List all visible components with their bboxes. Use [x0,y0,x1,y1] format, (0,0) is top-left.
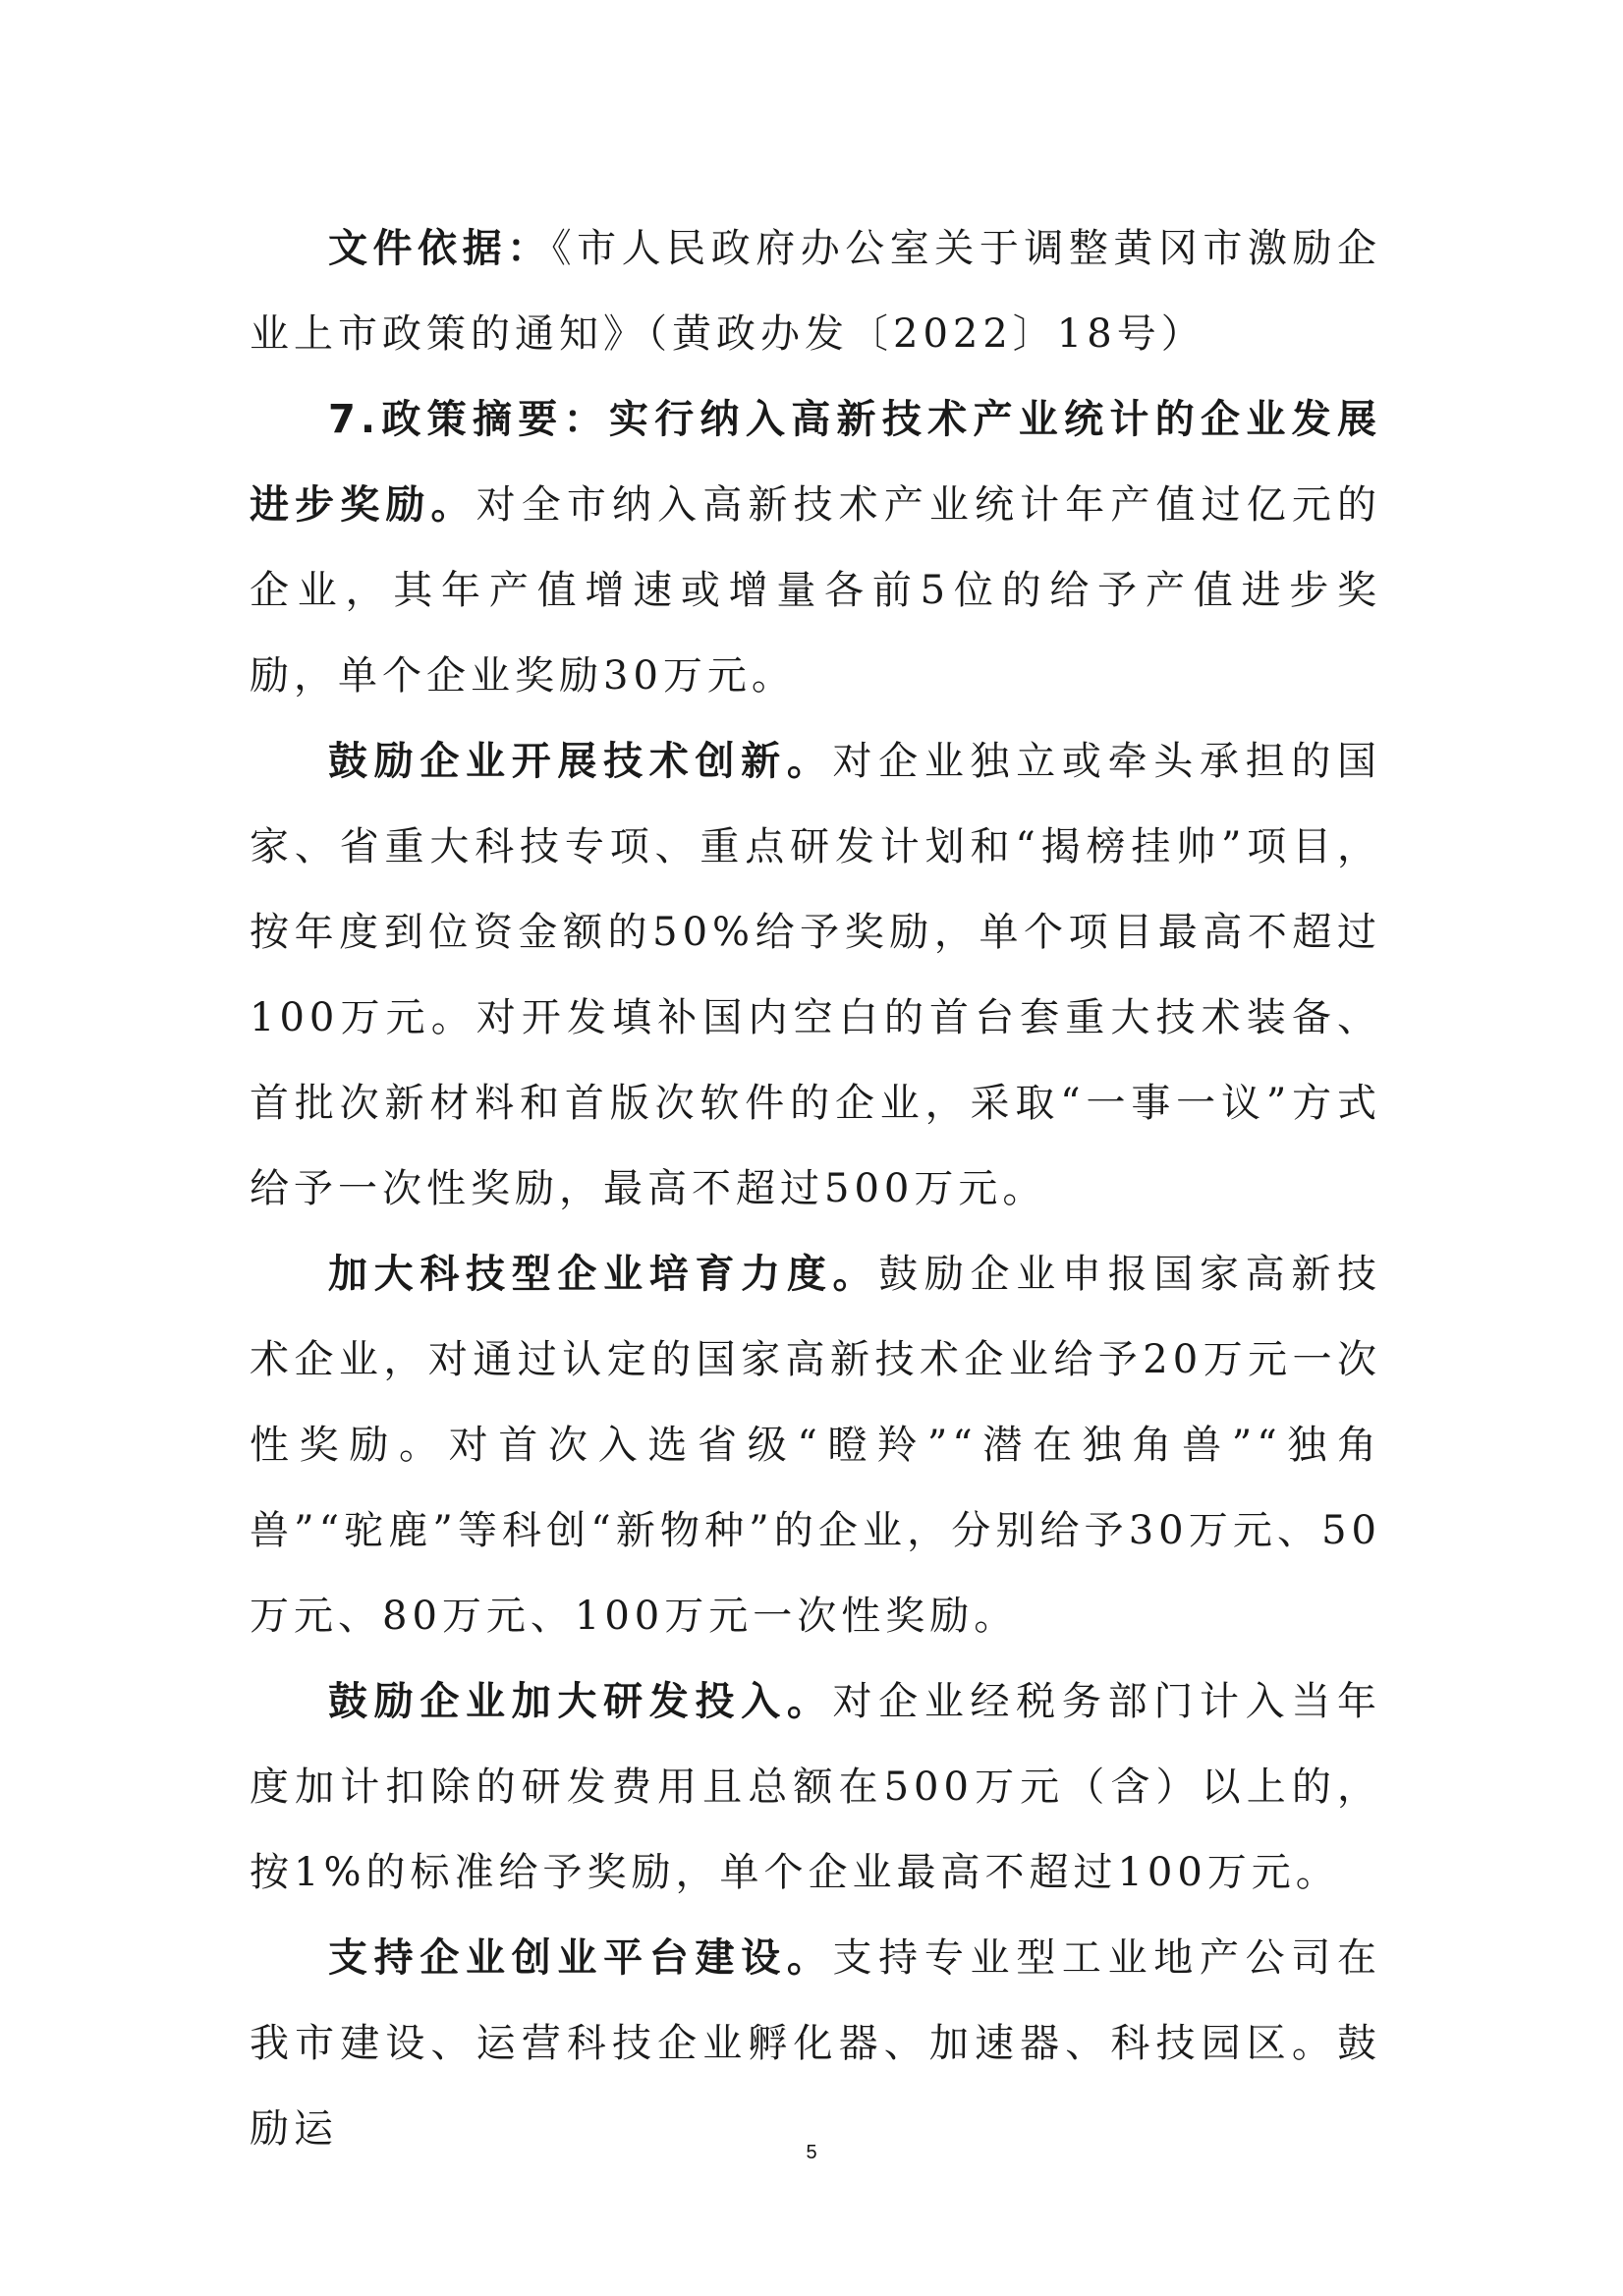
paragraph-lead: 鼓励企业加大研发投入。 [328,1679,833,1724]
paragraph-file-basis [250,206,1381,377]
paragraph-tech-innovation [250,719,1381,1232]
page-number: 5 [806,2142,817,2163]
paragraph-text: 《市人民政府办公室关于调整黄冈市激励企业上市政策的通知》（黄政办发〔2022〕18号） [250,226,1382,357]
paragraph-text: 鼓励企业申报国家高新技术企业，对通过认定的国家高新技术企业给予20万元一次性奖励。对首次入选省级“瞪羚”“潜在独角兽”“独角兽”“驼鹿”等科创“新物种”的企业，分别给予30万元、50万元、80万元、100万元一次性奖励。 [250,1252,1382,1639]
paragraph-lead: 鼓励企业开展技术创新。 [328,739,833,784]
paragraph-platform-construction [250,1916,1381,2172]
paragraph-text: 对全市纳入高新技术产业统计年产值过亿元的企业，其年产值增速或增量各前5位的给予产值进步奖励，单个企业奖励30万元。 [250,482,1381,699]
paragraph-lead: 支持企业创业平台建设。 [328,1935,833,1981]
paragraph-text: 对企业独立或牵头承担的国家、省重大科技专项、重点研发计划和“揭榜挂帅”项目，按年度到位资金额的50%给予奖励，单个项目最高不超过100万元。对开发填补国内空白的首台套重大技术装备、首批次新材料和首版次软件的企业，采取“一事一议”方式给予一次性奖励，最高不超过500万元。 [250,739,1381,1211]
paragraph-lead: 文件依据： [328,226,552,271]
paragraph-text: 支持专业型工业地产公司在我市建设、运营科技企业孵化器、加速器、科技园区。鼓励运 [250,1935,1381,2152]
paragraph-rd-investment [250,1659,1381,1916]
paragraph-lead: 7.政策摘要：实行纳入高新技术产业统计的企业发展进步奖励。 [250,397,1381,528]
document-body [250,206,1381,2172]
paragraph-tech-enterprise-cultivation [250,1232,1381,1659]
paragraph-policy-summary-7 [250,377,1381,719]
paragraph-lead: 加大科技型企业培育力度。 [328,1252,879,1297]
paragraph-text: 对企业经税务部门计入当年度加计扣除的研发费用且总额在500万元（含）以上的，按1%的标准给予奖励，单个企业最高不超过100万元。 [250,1679,1381,1895]
